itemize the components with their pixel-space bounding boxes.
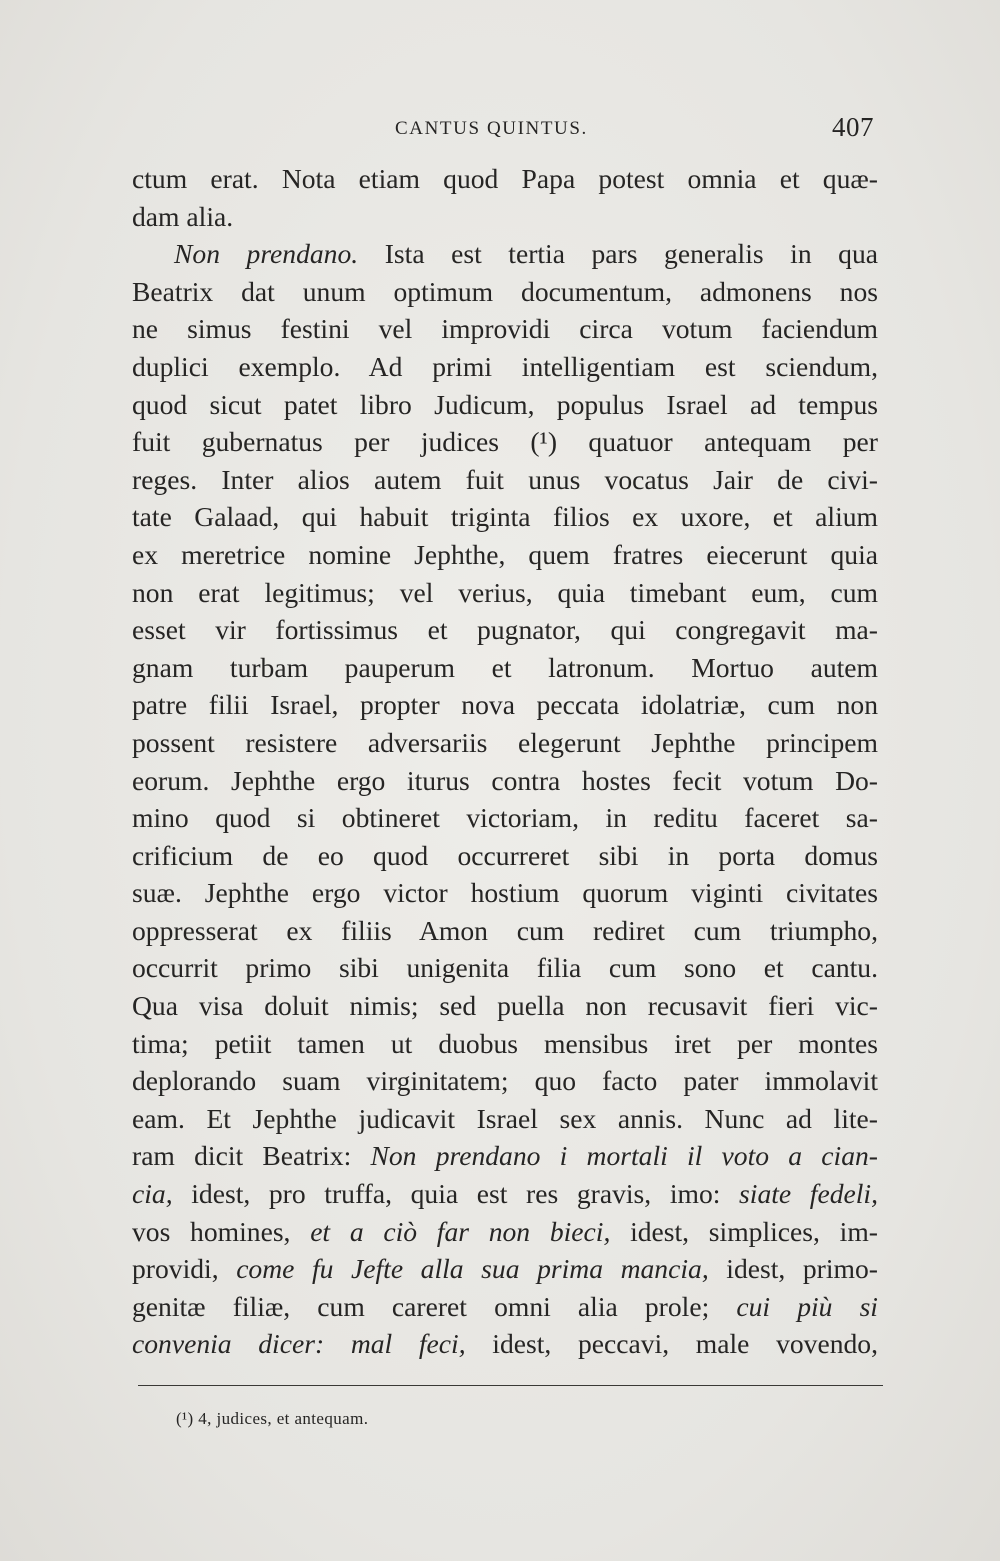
text-segment: fuit gubernatus per judices (¹) quatuor antequam per (132, 426, 878, 458)
text-segment: vos homines, (132, 1215, 311, 1247)
text-line (132, 762, 878, 800)
text-segment: possent resistere adversariis elegerunt Jephthe principem (132, 726, 878, 758)
text-line (132, 461, 878, 499)
text-segment: dam alia. (132, 200, 234, 232)
text-segment: ctum erat. Nota etiam quod Papa potest omnia et quæ- (132, 163, 878, 194)
text-segment: Ista est tertia pars generalis in qua (358, 238, 878, 270)
text-segment: idest, primo- (708, 1253, 878, 1285)
text-segment: ex meretrice nomine Jephthe, quem fratres eiecerunt quia (132, 538, 878, 570)
text-segment: patre filii Israel, propter nova peccata idolatriæ, cum non (132, 689, 878, 721)
italic-text: cia, (132, 1178, 173, 1210)
text-line (132, 574, 878, 612)
text-line (132, 498, 878, 536)
text-segment: tate Galaad, qui habuit triginta filios ex uxore, et alium (132, 501, 878, 533)
page-number: 407 (832, 112, 874, 142)
italic-text: Non prendano. (174, 238, 359, 270)
italic-text: et a ciò far non bieci, (310, 1215, 611, 1247)
text-segment: deplorando suam virginitatem; quo facto pater immolavit (132, 1065, 878, 1097)
text-line (132, 1175, 878, 1213)
text-line (132, 1062, 878, 1100)
text-line (132, 1213, 878, 1251)
text-line (132, 160, 878, 198)
text-segment: eam. Et Jephthe judicavit Israel sex annis. Nunc ad lite- (132, 1102, 878, 1134)
text-line (132, 310, 878, 348)
text-line (132, 949, 878, 987)
text-line (132, 1288, 878, 1326)
text-segment: tima; petiit tamen ut duobus mensibus iret per montes (132, 1027, 878, 1059)
text-line (132, 987, 878, 1025)
text-line (132, 611, 878, 649)
text-line (132, 423, 878, 461)
text-line (132, 1250, 878, 1288)
text-segment: esset vir fortissimus et pugnator, qui congregavit ma- (132, 614, 878, 646)
text-line (132, 799, 878, 837)
text-line (132, 837, 878, 875)
text-line (132, 1025, 878, 1063)
text-segment: idest, simplices, im- (610, 1215, 878, 1247)
text-segment: non erat legitimus; vel verius, quia timebant eum, cum (132, 576, 878, 608)
text-segment: Beatrix dat unum optimum documentum, admonens nos (132, 275, 878, 307)
italic-text: Non prendano i mortali il voto a cian- (370, 1140, 878, 1172)
text-segment: gnam turbam pauperum et latronum. Mortuo autem (132, 651, 878, 683)
text-line (132, 686, 878, 724)
text-line (132, 649, 878, 687)
text-line (132, 1100, 878, 1138)
text-line (132, 874, 878, 912)
running-title: CANTUS QUINTUS. (395, 118, 588, 139)
text-segment: quod sicut patet libro Judicum, populus Israel ad tempus (132, 388, 878, 420)
italic-text: siate fedeli, (739, 1178, 878, 1210)
italic-text: cui più si (736, 1290, 878, 1322)
text-segment: duplici exemplo. Ad primi intelligentiam est sciendum, (132, 350, 878, 382)
text-segment: eorum. Jephthe ergo iturus contra hostes fecit votum Do- (132, 764, 878, 796)
text-line (132, 348, 878, 386)
text-line (132, 386, 878, 424)
running-head (133, 112, 878, 148)
text-segment: oppresserat ex filiis Amon cum rediret cum triumpho, (132, 914, 878, 946)
text-segment: reges. Inter alios autem fuit unus vocatus Jair de civi- (132, 463, 878, 495)
text-segment: suæ. Jephthe ergo victor hostium quorum viginti civitates (132, 877, 878, 909)
text-segment: ram dicit Beatrix: (132, 1140, 371, 1172)
text-line (132, 912, 878, 950)
footnote-divider (138, 1385, 883, 1386)
body-text (132, 160, 878, 1363)
text-segment: idest, peccavi, male vovendo, (465, 1328, 878, 1360)
text-segment: mino quod si obtineret victoriam, in reditu faceret sa- (132, 802, 878, 834)
italic-text: come fu Jefte alla sua prima mancia, (236, 1253, 709, 1285)
text-line (132, 536, 878, 574)
text-line (132, 724, 878, 762)
text-line (132, 1325, 878, 1363)
text-segment: Qua visa doluit nimis; sed puella non recusavit fieri vic- (132, 990, 878, 1022)
text-segment: idest, pro truffa, quia est res gravis, imo: (172, 1178, 740, 1210)
text-segment: ne simus festini vel improvidi circa votum faciendum (132, 313, 878, 345)
text-segment: providi, (132, 1253, 237, 1285)
text-line (132, 1137, 878, 1175)
text-line (132, 198, 878, 236)
text-segment: genitæ filiæ, cum careret omni alia prole; (132, 1290, 737, 1322)
text-segment: crificium de eo quod occurreret sibi in porta domus (132, 839, 878, 871)
footnote: (¹) 4, judices, et antequam. (176, 1409, 369, 1428)
text-line (132, 273, 878, 311)
text-segment: occurrit primo sibi unigenita filia cum sono et cantu. (132, 952, 878, 984)
italic-text: convenia dicer: mal feci, (132, 1328, 466, 1360)
text-line (132, 235, 878, 273)
